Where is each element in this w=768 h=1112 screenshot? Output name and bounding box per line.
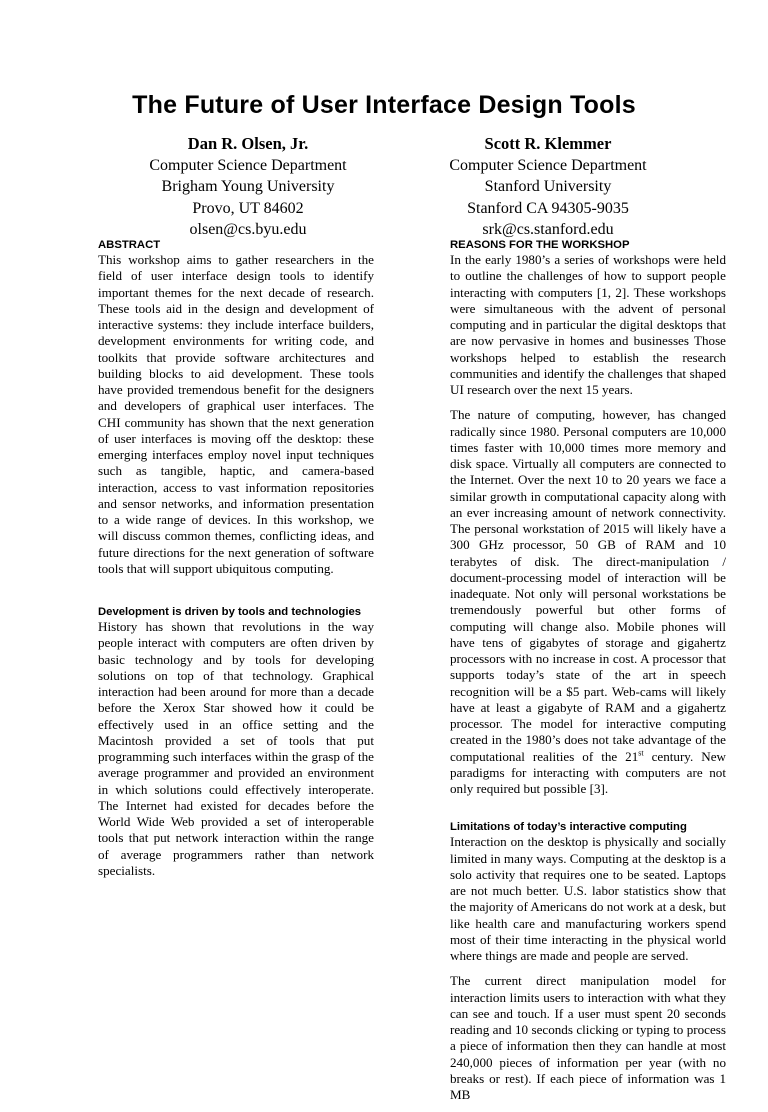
reasons-heading: REASONS FOR THE WORKSHOP [450, 239, 630, 251]
author-address: Stanford CA 94305-9035 [467, 199, 629, 217]
limitations-paragraph-2: The current direct manipulation model for interaction limits users to interaction with what they can see and touch. If a user must spent 20 seconds reading and 10 seconds clicking or typing to process a piece of information then they can handle at most 240,000 pieces of information per year (with no breaks or rest). If each piece of information was 1 MB [450, 973, 726, 1102]
author-institution: Brigham Young University [161, 178, 335, 195]
tools-section-text: History has shown that revolutions in the way people interact with computers are often driven by basic technology and by tools for developing solutions on top of that technology. Graphical interaction had been around for more than a decade before the Xerox Star showed how it could be effectively used in an office setting and the Macintosh provided a set of tools that put programming such interfaces within the grasp of the average programmer and provided an environment in which solutions could effectively interoperate. The Internet had existed for decades before the World Wide Web provided a set of interoperable tools that put network interaction within the range of average programmers rather than network specialists. [98, 619, 374, 878]
reasons-paragraph-2-text: The nature of computing, however, has changed radically since 1980. Personal computers are 10,000 times faster with 10,000 times more memory and disk space. Virtually all computers are connected to the Internet. Over the next 10 to 20 years we face a similar growth in computational capacity along with an ever increasing amount of network connectivity. The personal workstation of 2015 will likely have a 300 GHz processor, 50 GB of RAM and 10 terabytes of disk. The direct-manipulation / document-processing model of interaction will be inadequate. Not only will personal workstations be tremendously powerful but other forms of computing will change also. Mobile phones will have tens of gigabytes of storage and gigahertz processors with no increase in cost. A processor that supports today’s state of the art in speech recognition will be a $5 part. Web-cams will likely have at least a gigabyte of RAM and a gigahertz processor. The model for interactive computing created in the 1980’s does not take advantage of the computational realities of the 21 [450, 407, 726, 764]
section-spacer [450, 806, 726, 820]
author-block-2 [398, 133, 698, 241]
author-department: Computer Science Department [149, 156, 347, 174]
paper-title: The Future of User Interface Design Tools [132, 91, 636, 119]
author-address: Provo, UT 84602 [192, 199, 304, 217]
section-spacer [98, 586, 374, 605]
right-column [450, 238, 726, 1112]
author-email: srk@cs.stanford.edu [482, 221, 614, 238]
abstract-text: This workshop aims to gather researchers in the field of user interface design tools to identify important themes for the next decade of research. These tools aid in the design and development of interactive systems: they include interface builders, development environments for writing code, and toolkits that provide software architectures and building blocks to aid development. These tools have provided tremendous benefit for the designers and developers of graphical user interfaces. The CHI community has shown that the next generation of user interfaces is moving off the desktop: these emerging interfaces employ novel input techniques such as tangible, haptic, and camera-based interaction, access to vast information repositories and sensor networks, and information presentation to a wide range of devices. In this workshop, we will discuss common themes, conflicting ideas, and future directions for the next generation of software tools that will support ubiquitous computing. [98, 252, 374, 576]
author-block-1 [98, 133, 398, 241]
author-department: Computer Science Department [449, 156, 647, 174]
author-email: olsen@cs.byu.edu [189, 221, 307, 238]
abstract-heading: ABSTRACT [98, 239, 161, 251]
reasons-paragraph-2-tail: century. New paradigms for interacting with computers are not only required but possible [3]. [450, 748, 726, 796]
limitations-paragraph-1: Interaction on the desktop is physically and socially limited in many ways. Computing at the desktop is a solo activity that requires one to be seated. Laptops are not much better. U.S. labor statistics show that the majority of Americans do not work at a desk, but like health care and manufacturing workers spend most of their time interacting in the physical world where things are made and people are served. [450, 834, 726, 963]
reasons-paragraph-2 [450, 407, 726, 797]
left-column [98, 238, 374, 888]
author-institution: Stanford University [484, 178, 612, 195]
tools-section-heading: Development is driven by tools and technologies [98, 606, 362, 618]
author-name: Dan R. Olsen, Jr. [187, 134, 309, 153]
ordinal-suffix: st [638, 748, 644, 758]
limitations-heading: Limitations of today’s interactive computing [450, 821, 687, 834]
author-name: Scott R. Klemmer [484, 134, 612, 153]
reasons-paragraph-1: In the early 1980’s a series of workshops were held to outline the challenges of how to support people interacting with computers [1, 2]. These workshops were simultaneous with the advent of personal computing and in particular the digital desktops that are now pervasive in homes and businesses Those workshops helped to establish the research communities and identify the challenges that shaped UI research over the next 15 years. [450, 252, 726, 397]
